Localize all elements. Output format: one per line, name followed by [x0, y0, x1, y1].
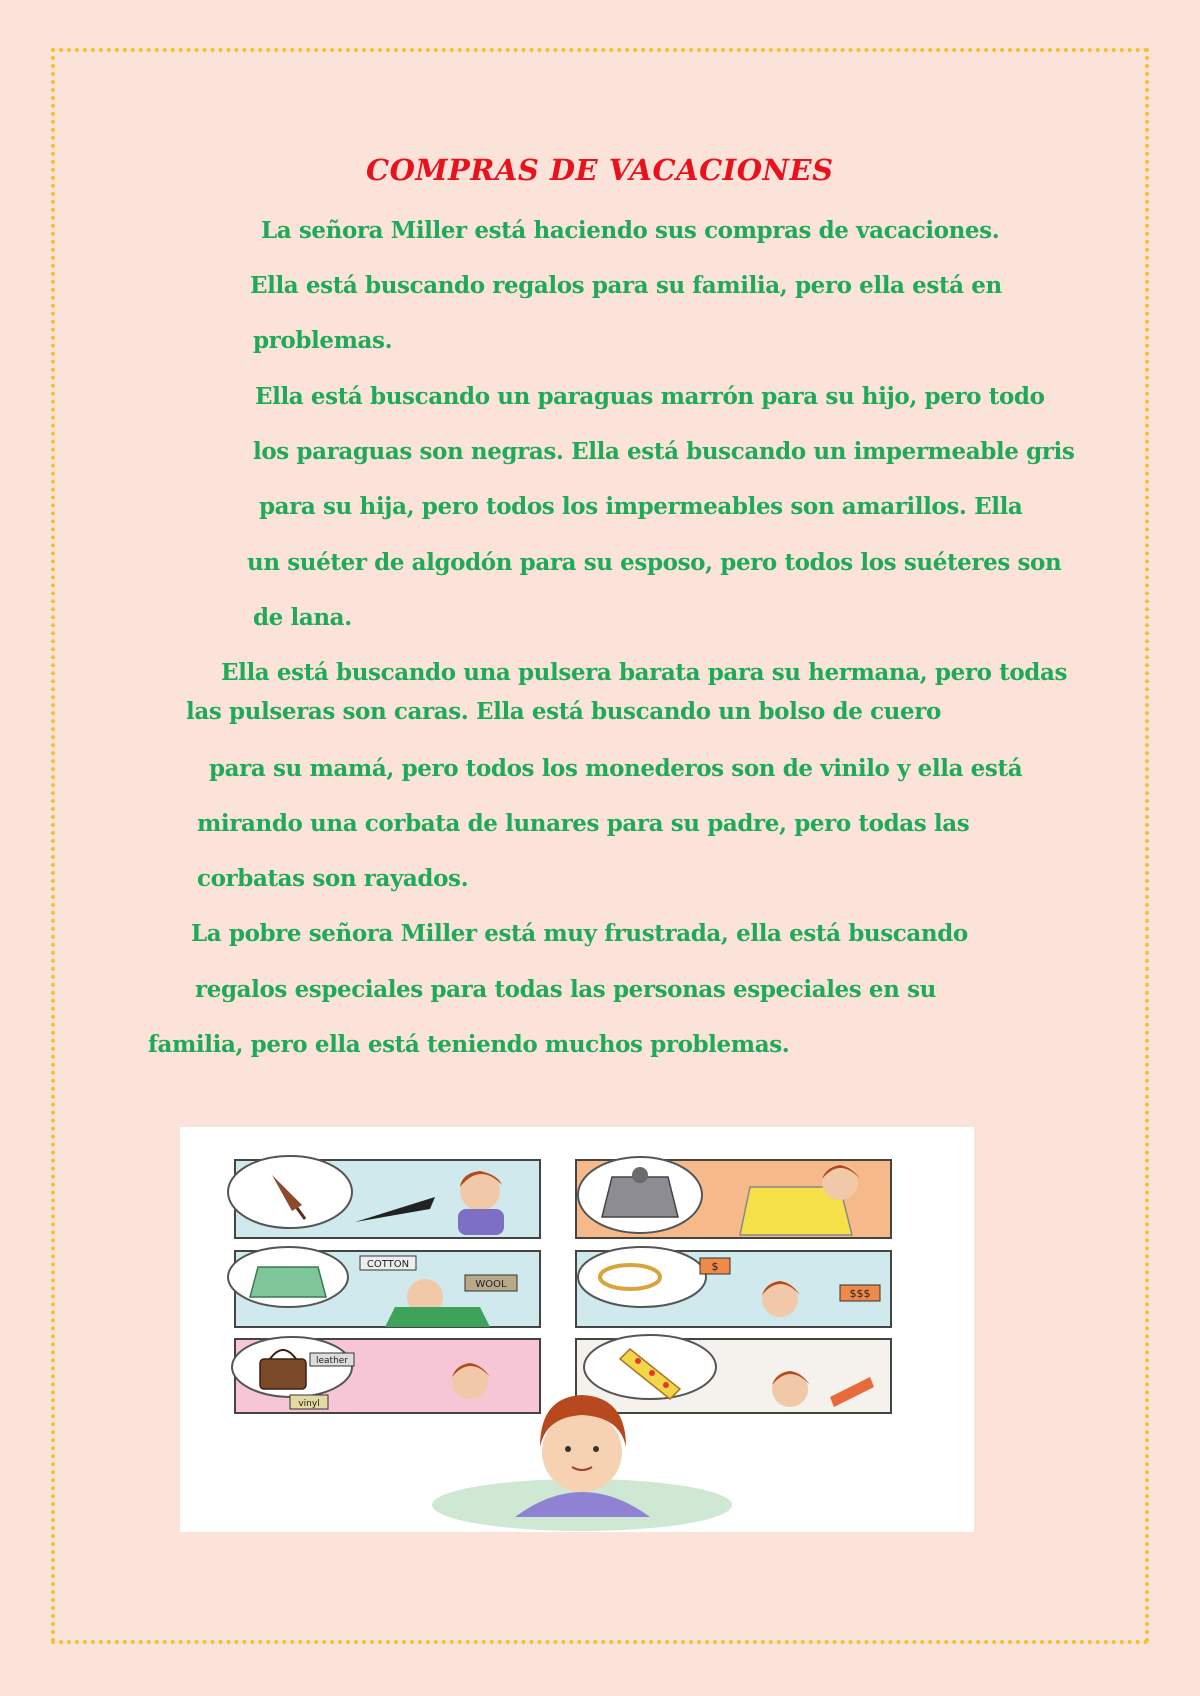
price-tag-cheap: $: [711, 1260, 719, 1273]
price-tag-expensive: $$$: [849, 1287, 871, 1300]
text-line: Ella está buscando regalos para su familia, pero ella está en: [250, 272, 1002, 299]
text-line: un suéter de algodón para su esposo, pero todos los suéteres son: [247, 549, 1062, 576]
panel-purse: [232, 1337, 540, 1413]
panel-raincoat: [576, 1157, 891, 1238]
text-line: las pulseras son caras. Ella está buscando un bolso de cuero: [186, 698, 941, 725]
wool-tag: WOOL: [475, 1279, 507, 1290]
text-line: de lana.: [253, 604, 352, 631]
text-line: Ella está buscando una pulsera barata para su hermana, pero todas: [221, 659, 1068, 686]
text-line: familia, pero ella está teniendo muchos problemas.: [148, 1031, 790, 1058]
text-line: La pobre señora Miller está muy frustrada, ella está buscando: [191, 920, 968, 947]
text-line: para su mamá, pero todos los monederos son de vinilo y ella está: [209, 755, 1023, 782]
cotton-tag: COTTON: [366, 1259, 410, 1270]
green-sweater-icon: [250, 1267, 326, 1297]
text-line: La señora Miller está haciendo sus compras de vacaciones.: [261, 217, 1000, 244]
text-line: corbatas son rayados.: [197, 865, 469, 892]
shopping-illustration: [180, 1127, 974, 1532]
panel-bracelet: [576, 1247, 891, 1327]
text-line: Ella está buscando un paraguas marrón para su hijo, pero todo: [255, 383, 1045, 410]
panel-umbrella: [228, 1156, 540, 1238]
text-line: regalos especiales para todas las personas especiales en su: [195, 976, 936, 1003]
panel-sweater: [228, 1247, 540, 1327]
vinyl-tag: vinyl: [298, 1399, 320, 1409]
text-line: para su hija, pero todos los impermeables son amarillos. Ella: [259, 493, 1023, 520]
text-line: problemas.: [253, 327, 393, 354]
text-line: mirando una corbata de lunares para su padre, pero todas las: [197, 810, 970, 837]
mrs-miller-figure: [432, 1395, 732, 1531]
text-line: los paraguas son negras. Ella está buscando un impermeable gris: [253, 438, 1075, 465]
leather-tag: leather: [315, 1356, 349, 1366]
document-title: COMPRAS DE VACACIONES: [366, 153, 834, 187]
panel-tie: [576, 1335, 891, 1413]
